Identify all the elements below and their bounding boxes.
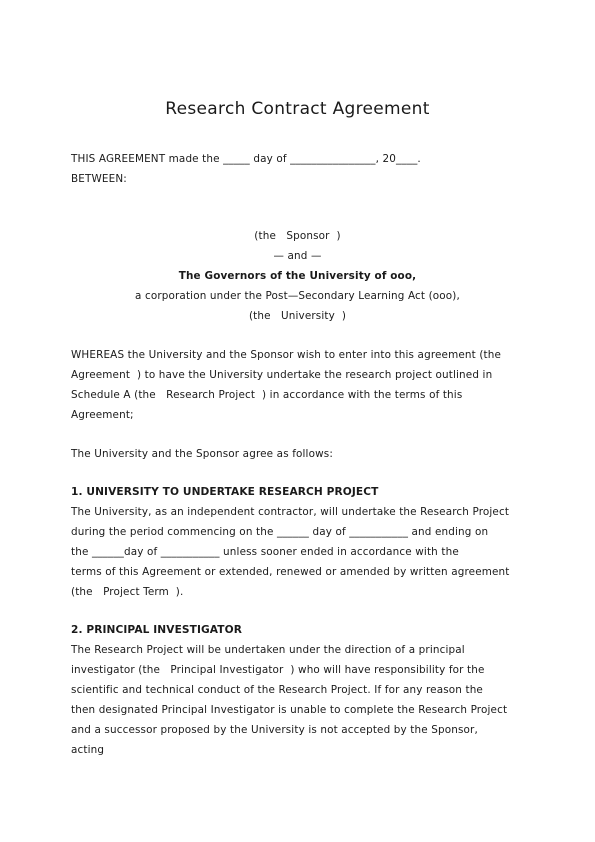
section-1-heading: 1. UNIVERSITY TO UNDERTAKE RESEARCH PROJECT (71, 486, 379, 498)
university-corporation: a corporation under the Post—Secondary Learning Act (ooo), (135, 290, 460, 302)
section-1-body (71, 502, 523, 602)
section-2-line: The Research Project will be undertaken under the direction of a principal (71, 644, 465, 656)
whereas-line: WHEREAS the University and the Sponsor wish to enter into this agreement (the (71, 349, 502, 361)
section-2-line: investigator (the Principal Investigator ) who will have responsibility for the (71, 664, 485, 676)
section-2-line: acting (71, 744, 105, 756)
intro-date-line: THIS AGREEMENT made the _____ day of ________________, 20____. (71, 153, 421, 165)
section-2-line: and a successor proposed by the University is not accepted by the Sponsor, (71, 724, 478, 736)
section-1-line: (the Project Term ). (71, 586, 184, 598)
section-2-heading: 2. PRINCIPAL INVESTIGATOR (71, 624, 242, 636)
agree-statement-text: The University and the Sponsor agree as follows: (71, 448, 333, 460)
intro-between-line: BETWEEN: (71, 173, 127, 185)
section-1-line: terms of this Agreement or extended, renewed or amended by written agreement (71, 566, 510, 578)
section-2-body (71, 640, 523, 760)
whereas-line: Schedule A (the Research Project ) in accordance with the terms of this (71, 389, 463, 401)
whereas-line: Agreement; (71, 409, 134, 421)
agree-statement (71, 444, 523, 464)
and-separator: — and — (273, 250, 322, 262)
whereas-line: Agreement ) to have the University undertake the research project outlined in (71, 369, 493, 381)
section-1-line: during the period commencing on the ______ day of ___________ and ending on (71, 526, 489, 538)
document-title: Research Contract Agreement (165, 99, 430, 119)
section-2-line: scientific and technical conduct of the Research Project. If for any reason the (71, 684, 483, 696)
whereas-paragraph (71, 345, 523, 425)
university-label: (the University ) (248, 310, 347, 322)
section-2-line: then designated Principal Investigator is unable to complete the Research Project (71, 704, 508, 716)
section-1-line: the ______day of ___________ unless sooner ended in accordance with the (71, 546, 459, 558)
section-1-line: The University, as an independent contractor, will undertake the Research Project (71, 506, 510, 518)
sponsor-label: (the Sponsor ) (254, 230, 341, 242)
university-name: The Governors of the University of ooo, (178, 270, 417, 282)
parties-block (0, 226, 595, 326)
agreement-intro (71, 149, 523, 189)
